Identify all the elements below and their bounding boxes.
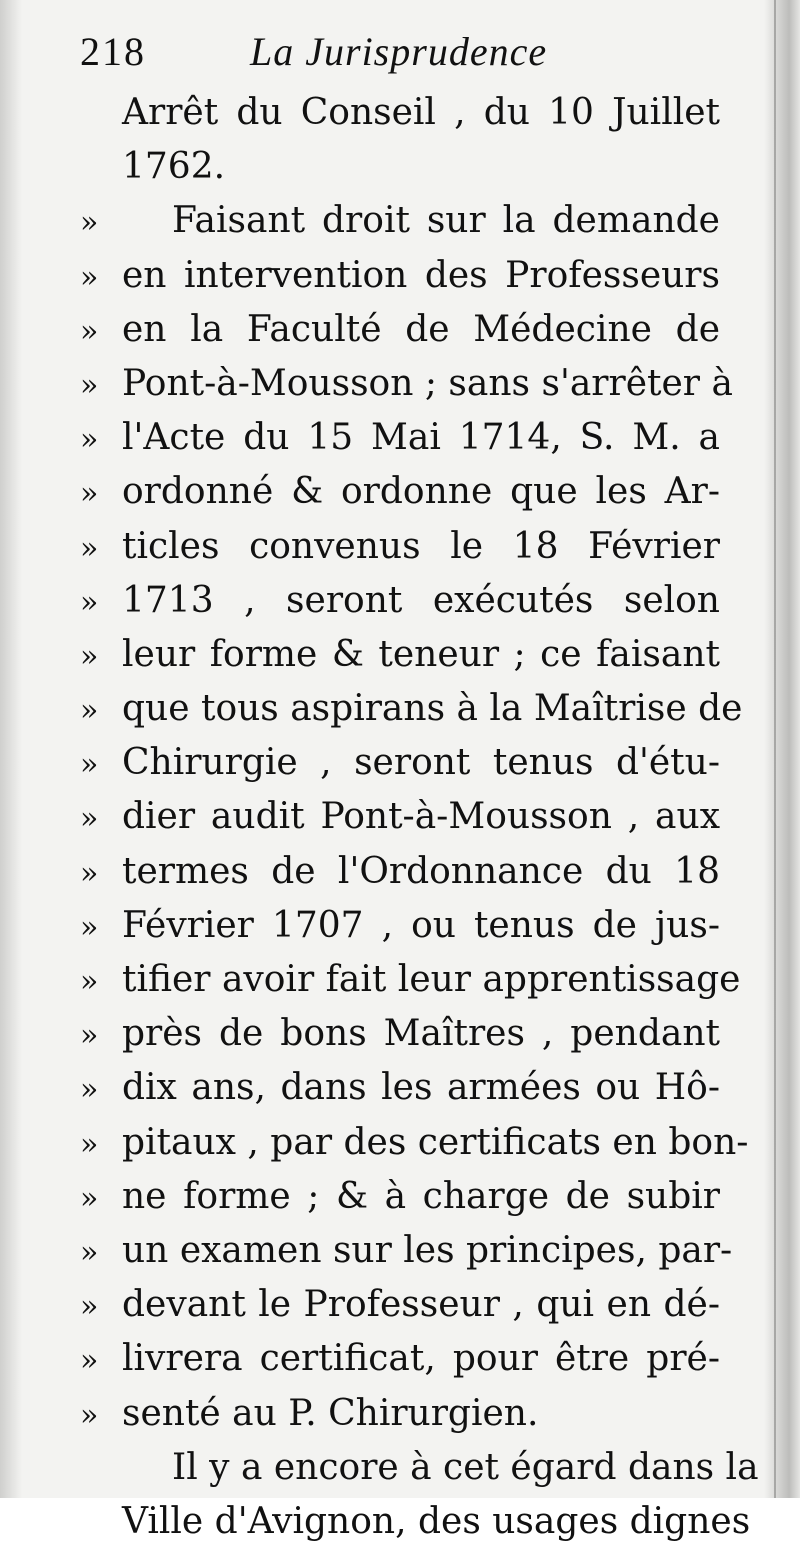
text-block (80, 28, 759, 1549)
quotation-mark: » (80, 693, 97, 729)
line-text: en intervention des Professeurs (122, 254, 720, 296)
text-line (80, 899, 720, 953)
quotation-mark: » (80, 367, 97, 403)
body-text (80, 86, 759, 1549)
quotation-mark: » (80, 1072, 97, 1108)
page-left-edge (0, 0, 22, 1498)
text-line (80, 790, 720, 844)
text-line (80, 1061, 720, 1115)
text-line (80, 736, 720, 790)
line-text: tifier avoir fait leur apprentissage (122, 959, 741, 1000)
text-line (80, 86, 720, 140)
line-text: Chirurgie , seront tenus d'étu- (122, 742, 720, 784)
quotation-mark: » (80, 964, 97, 999)
line-text: l'Acte du 15 Mai 1714, S. M. a (122, 417, 720, 459)
line-text: Faisant droit sur la demande (172, 200, 720, 242)
line-text: Il y a encore à cet égard dans la (172, 1446, 759, 1488)
line-text: près de bons Maîtres , pendant (122, 1013, 720, 1055)
quotation-mark: » (80, 1289, 97, 1325)
text-line (80, 465, 720, 519)
text-line (80, 140, 720, 194)
quotation-mark: » (80, 1018, 97, 1054)
line-text: Février 1707 , ou tenus de jus- (122, 904, 720, 946)
text-line (80, 1224, 733, 1278)
text-line (80, 411, 720, 465)
line-text: leur forme & teneur ; ce faisant (122, 633, 720, 675)
page-right-edge (764, 0, 800, 1498)
text-line (80, 1387, 720, 1441)
quotation-mark: » (80, 530, 97, 566)
line-text: ordonné & ordonne que les Ar- (122, 471, 720, 513)
running-title: La Jurisprudence (250, 29, 548, 74)
line-text: Pont-à-Mousson ; sans s'arrêter à (122, 362, 733, 404)
line-text: que tous aspirans à la Maîtrise de (122, 688, 743, 730)
quotation-mark: » (80, 1126, 97, 1162)
line-text: senté au P. Chirurgien. (122, 1392, 539, 1434)
quotation-mark: » (80, 638, 97, 674)
quotation-mark: » (80, 801, 97, 837)
text-line (80, 194, 720, 248)
text-line (80, 1278, 720, 1332)
quotation-mark: » (80, 422, 97, 458)
text-line (80, 249, 720, 303)
text-line (80, 357, 733, 411)
line-text: en la Faculté de Médecine de (122, 308, 720, 350)
quotation-mark: » (80, 909, 97, 945)
line-text: un examen sur les principes, par- (122, 1229, 733, 1271)
text-line (80, 1116, 749, 1170)
line-text: Ville d'Avignon, des usages dignes (122, 1500, 751, 1542)
page-fold-line (774, 0, 776, 1498)
quotation-mark: » (80, 747, 97, 783)
quotation-mark: » (80, 1180, 97, 1216)
line-text: Arrêt du Conseil , du 10 Juillet (122, 92, 720, 133)
quotation-mark: » (80, 584, 97, 620)
line-text: dier audit Pont-à-Mousson , aux (122, 796, 720, 838)
text-line (80, 1170, 720, 1224)
quotation-mark: » (80, 1343, 97, 1379)
text-line (80, 1495, 751, 1549)
line-text: devant le Professeur , qui en dé- (122, 1284, 720, 1326)
text-line (80, 1007, 720, 1061)
text-line (80, 953, 741, 1007)
line-text: 1762. (122, 146, 226, 188)
line-text: 1713 , seront exécutés selon (122, 579, 720, 621)
text-line (80, 1332, 720, 1386)
line-text: dix ans, dans les armées ou Hô- (122, 1067, 720, 1109)
quotation-mark: » (80, 855, 97, 891)
line-text: pitaux , par des certificats en bon- (122, 1121, 749, 1163)
running-head (80, 28, 720, 86)
quotation-mark: » (80, 313, 97, 349)
quotation-mark: » (80, 1234, 97, 1270)
text-line (80, 1441, 759, 1495)
quotation-mark: » (80, 1397, 97, 1433)
quotation-mark: » (80, 476, 97, 512)
line-text: livrera certificat, pour être pré- (122, 1338, 720, 1380)
text-line (80, 303, 720, 357)
line-text: termes de l'Ordonnance du 18 (122, 850, 720, 892)
text-line (80, 628, 720, 682)
text-line (80, 574, 720, 628)
text-line (80, 682, 743, 736)
line-text: ne forme ; & à charge de subir (122, 1175, 720, 1217)
quotation-mark: » (80, 205, 97, 241)
text-line (80, 520, 720, 574)
quotation-mark: » (80, 259, 97, 295)
page-number: 218 (80, 29, 146, 74)
line-text: ticles convenus le 18 Février (122, 525, 720, 567)
text-line (80, 845, 720, 899)
